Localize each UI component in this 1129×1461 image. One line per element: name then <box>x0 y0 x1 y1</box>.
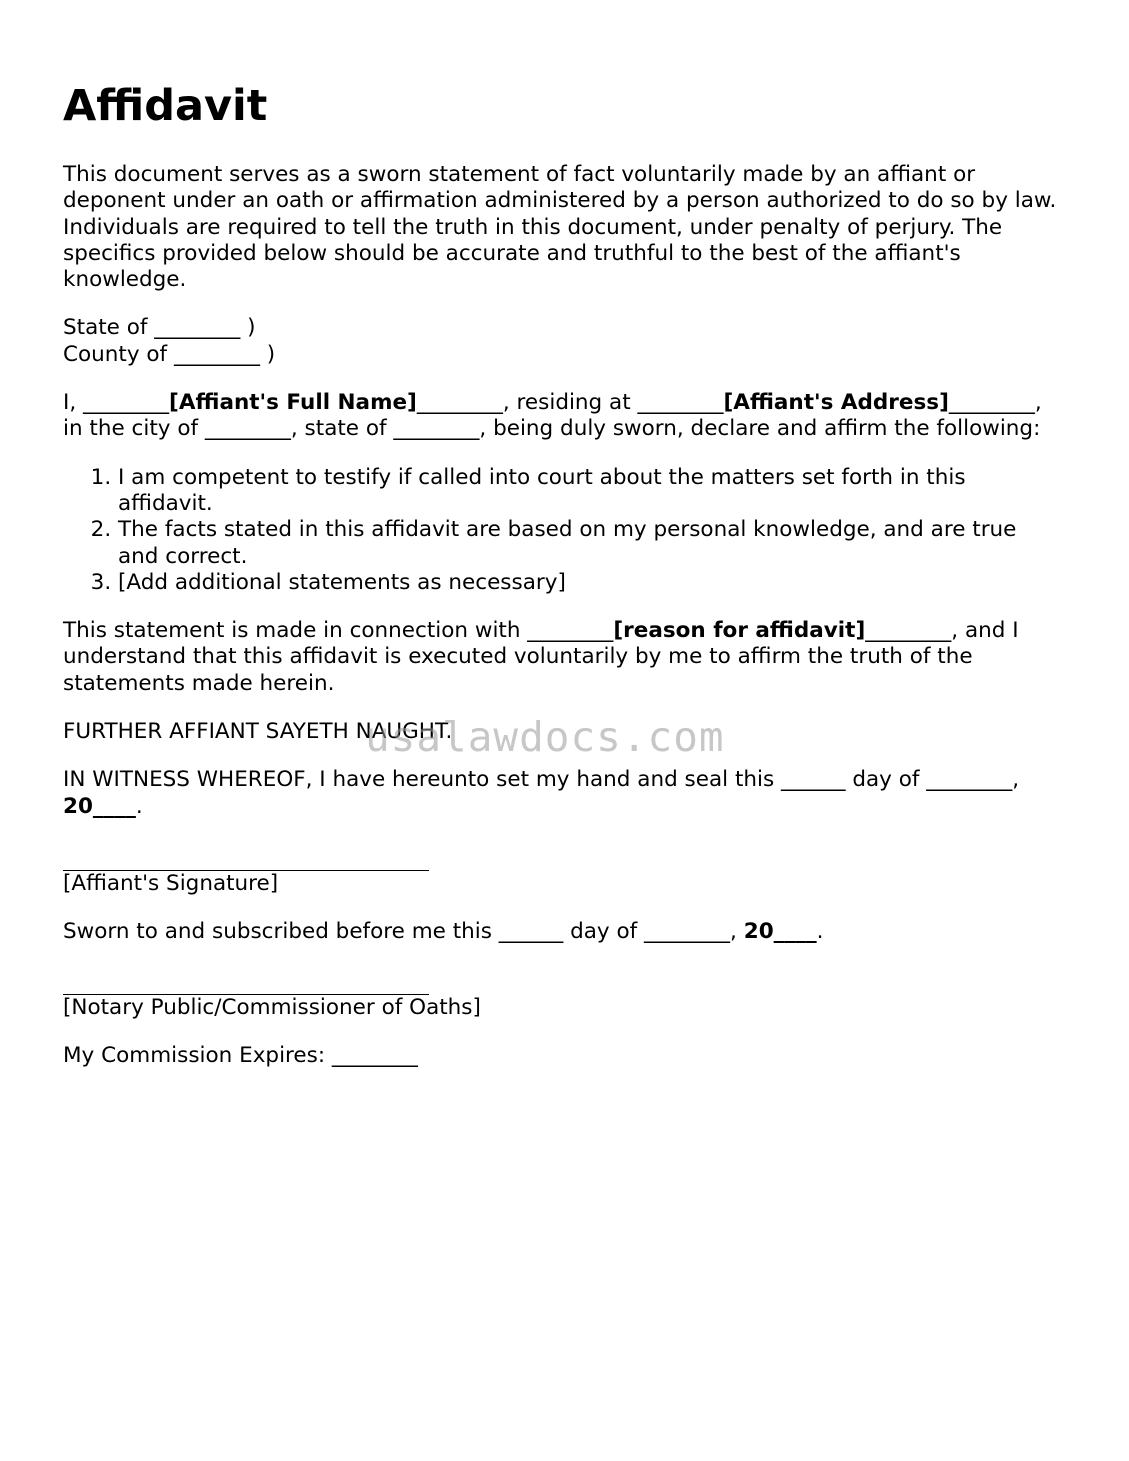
reason-paragraph <box>63 618 1063 697</box>
witness-paragraph <box>63 767 1063 820</box>
notary-label: [Notary Public/Commissioner of Oaths] <box>63 994 481 1020</box>
reason-placeholder: [reason for affidavit] <box>613 618 866 644</box>
county-line: County of ________ ) <box>63 341 276 367</box>
statement-item: 1. I am competent to testify if called into court about the matters set forth in this affidavit. <box>118 465 1063 518</box>
naught-paragraph: FURTHER AFFIANT SAYETH NAUGHT. <box>63 719 453 745</box>
declaration-paragraph <box>63 390 1063 443</box>
statement-item: 3. [Add additional statements as necessary] <box>118 570 1063 596</box>
venue-block <box>63 315 1063 368</box>
document-title: Affidavit <box>63 81 268 131</box>
sworn-year: 20____ <box>743 919 817 945</box>
witness-end: . <box>135 793 143 819</box>
affiant-name-placeholder: [Affiant's Full Name] <box>169 390 417 416</box>
declaration-text-3: ________, in the city of ________, state of ________, being duly sworn, declare and affirm the following: <box>63 390 1042 442</box>
statements-list <box>63 465 1063 596</box>
affidavit-document <box>63 78 1063 1091</box>
affiant-signature-label: [Affiant's Signature] <box>63 870 279 896</box>
sworn-text: Sworn to and subscribed before me this ______ day of ________, <box>63 919 737 945</box>
sworn-end: . <box>816 919 824 945</box>
sworn-paragraph <box>63 919 1063 945</box>
affiant-signature-line <box>63 846 429 871</box>
reason-text-2: ________, and I understand that this affidavit is executed voluntarily by me to affirm the truth of the statements made herein. <box>63 618 1019 696</box>
affiant-address-placeholder: [Affiant's Address] <box>723 390 949 416</box>
witness-year: 20____ <box>63 793 136 819</box>
statement-item: 2. The facts stated in this affidavit are based on my personal knowledge, and are true and correct. <box>118 517 1063 570</box>
notary-signature-line <box>63 970 429 995</box>
declaration-text-2: ________, residing at ________ <box>416 390 724 416</box>
reason-text-1: This statement is made in connection with ________ <box>63 618 614 644</box>
commission-expiry: My Commission Expires: ________ <box>63 1042 418 1068</box>
declaration-text-1: I, ________ <box>63 390 170 416</box>
intro-paragraph: This document serves as a sworn statement of fact voluntarily made by an affiant or deponent under an oath or affirmation administered by a person authorized to do so by law. Individuals are required to tell the truth in this document, under penalty of perjury. The specifics provided below should be accurate and truthful to the best of the affiant's knowledge. <box>63 162 1057 293</box>
watermark: usalawdocs.com <box>365 713 725 761</box>
state-line: State of ________ ) <box>63 315 256 341</box>
witness-text: IN WITNESS WHEREOF, I have hereunto set my hand and seal this ______ day of ________, <box>63 767 1020 793</box>
